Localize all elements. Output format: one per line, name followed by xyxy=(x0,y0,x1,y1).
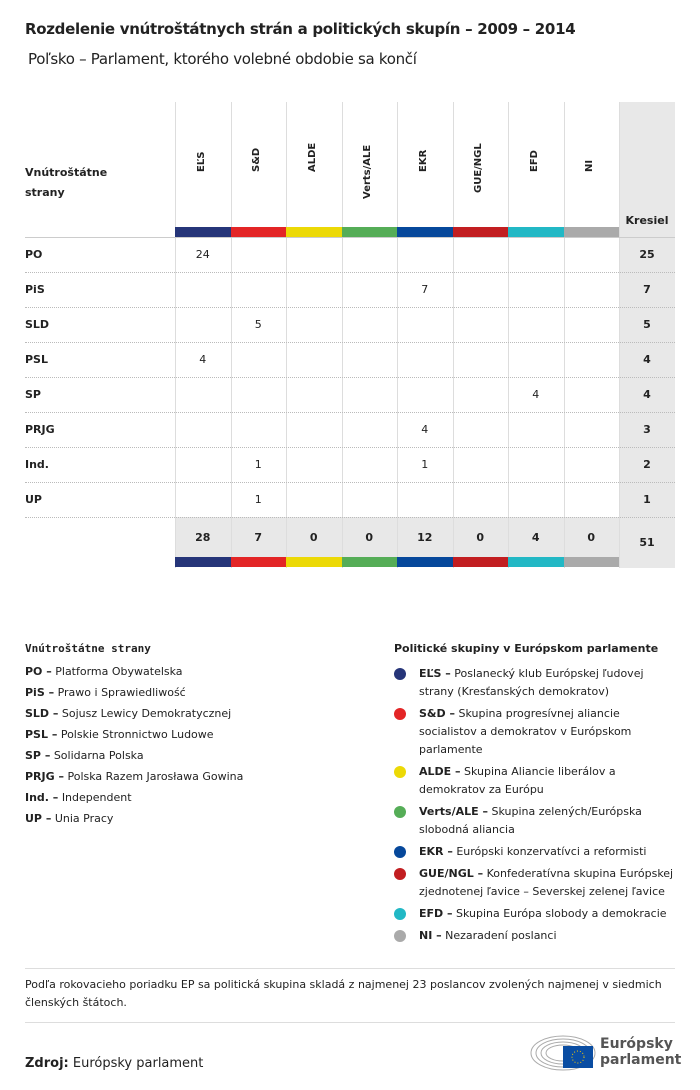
total-header: Kresiel xyxy=(625,214,669,227)
chart-subtitle: Poľsko – Parlament, ktorého volebné obdobie sa končí xyxy=(28,50,417,68)
group-color-dot-icon xyxy=(394,846,406,858)
party-abbr: SLD – xyxy=(25,707,59,720)
group-abbr: S&D – xyxy=(419,707,455,720)
party-legend-item xyxy=(25,707,355,720)
group-name: Skupina Európa slobody a demokracie xyxy=(456,907,667,920)
group-color-bar xyxy=(453,557,509,567)
party-name: Polska Razem Jarosława Gowina xyxy=(67,770,244,783)
party-legend-item xyxy=(25,665,355,678)
group-name: Skupina progresívnej aliancie socialistov a demokratov v Európskom parlamente xyxy=(419,707,632,756)
column-divider xyxy=(564,102,565,568)
seat-count: 1 xyxy=(254,493,262,506)
group-abbr: EFD – xyxy=(419,907,453,920)
group-abbr: ALDE – xyxy=(419,765,461,778)
group-legend-item xyxy=(394,665,679,701)
party-legend-item xyxy=(25,812,355,825)
group-color-bar xyxy=(286,227,342,237)
row-label: SLD xyxy=(25,318,50,331)
column-header-5: GUE/NGL xyxy=(473,143,485,193)
group-color-bar xyxy=(231,557,287,567)
column-header-6: EFD xyxy=(528,150,540,172)
group-color-bar xyxy=(286,557,342,567)
row-divider xyxy=(25,482,675,483)
column-divider xyxy=(508,102,509,568)
group-abbr: EKR – xyxy=(419,845,453,858)
party-legend-item xyxy=(25,770,355,783)
row-total: 4 xyxy=(643,388,651,401)
party-abbr: SP – xyxy=(25,749,51,762)
party-legend-item xyxy=(25,749,355,762)
seat-count: 1 xyxy=(254,458,262,471)
group-color-bar xyxy=(231,227,287,237)
row-label: UP xyxy=(25,493,42,506)
column-divider xyxy=(286,102,287,568)
column-header-0: EĽS xyxy=(195,151,207,172)
row-header: Vnútroštátne strany xyxy=(25,166,108,199)
group-legend-heading: Politické skupiny v Európskom parlamente xyxy=(394,642,659,655)
row-divider xyxy=(25,517,675,518)
row-divider xyxy=(25,447,675,448)
party-name: Sojusz Lewicy Demokratycznej xyxy=(61,707,232,720)
party-name: Prawo i Sprawiedliwość xyxy=(57,686,186,699)
column-total: 0 xyxy=(476,530,485,544)
seat-count: 24 xyxy=(195,248,210,261)
row-label: Ind. xyxy=(25,458,49,471)
row-label: PO xyxy=(25,248,43,261)
party-abbr: Ind. – xyxy=(25,791,59,804)
group-color-dot-icon xyxy=(394,806,406,818)
group-color-bar xyxy=(342,227,398,237)
group-legend-item xyxy=(394,705,679,759)
party-legend-item xyxy=(25,728,355,741)
column-divider xyxy=(453,102,454,568)
row-total: 5 xyxy=(643,318,651,331)
column-total: 7 xyxy=(254,530,263,544)
group-color-dot-icon xyxy=(394,930,406,942)
column-header-4: EKR xyxy=(417,149,429,172)
group-name: Nezaradení poslanci xyxy=(445,929,557,942)
party-name: Solidarna Polska xyxy=(53,749,144,762)
party-legend-item xyxy=(25,791,355,804)
group-color-bar xyxy=(564,227,620,237)
row-total: 4 xyxy=(643,353,651,366)
column-divider xyxy=(397,102,398,568)
row-divider xyxy=(25,237,675,238)
party-legend-heading: Vnútroštátne strany xyxy=(25,642,151,655)
column-header-3: Verts/ALE xyxy=(362,144,374,199)
group-color-bar xyxy=(397,557,453,567)
column-header-1: S&D xyxy=(251,147,263,172)
row-total: 2 xyxy=(643,458,651,471)
group-color-bar xyxy=(175,227,231,237)
row-total: 7 xyxy=(643,283,651,296)
source xyxy=(25,1056,203,1071)
party-name: Polskie Stronnictwo Ludowe xyxy=(60,728,214,741)
group-abbr: GUE/NGL – xyxy=(419,867,484,880)
footnote: Podľa rokovacieho poriadku EP sa politická skupina skladá z najmenej 23 poslancov zvolených najmenej v siedmich členských štátoch. xyxy=(25,978,662,1009)
column-divider xyxy=(175,102,176,568)
row-total: 1 xyxy=(643,493,651,506)
seat-count: 4 xyxy=(199,353,207,366)
column-total: 0 xyxy=(587,530,596,544)
grand-total: 51 xyxy=(639,535,655,549)
seat-count: 1 xyxy=(421,458,429,471)
party-abbr: UP – xyxy=(25,812,52,825)
row-divider xyxy=(25,272,675,273)
group-name: Európski konzervatívci a reformisti xyxy=(456,845,647,858)
row-divider xyxy=(25,307,675,308)
party-name: Independent xyxy=(61,791,132,804)
column-total: 12 xyxy=(417,530,433,544)
row-label: PiS xyxy=(25,283,45,296)
group-abbr: Verts/ALE – xyxy=(419,805,488,818)
group-color-dot-icon xyxy=(394,766,406,778)
seat-count: 4 xyxy=(421,423,429,436)
divider xyxy=(25,1022,675,1023)
group-color-dot-icon xyxy=(394,668,406,680)
group-color-dot-icon xyxy=(394,708,406,720)
group-legend-item xyxy=(394,763,679,799)
seat-count: 4 xyxy=(532,388,540,401)
group-color-bar xyxy=(397,227,453,237)
logo-text: Európsky parlament xyxy=(600,1036,682,1068)
group-color-bar xyxy=(508,557,564,567)
group-color-dot-icon xyxy=(394,908,406,920)
source-label: Zdroj: xyxy=(25,1056,69,1071)
row-divider xyxy=(25,342,675,343)
row-label: SP xyxy=(25,388,41,401)
row-total: 25 xyxy=(639,248,655,261)
seat-count: 7 xyxy=(421,283,429,296)
group-legend-item xyxy=(394,865,679,901)
group-legend xyxy=(394,642,679,949)
group-name: Skupina Aliancie liberálov a demokratov za Európu xyxy=(419,765,616,796)
group-color-bar xyxy=(453,227,509,237)
row-label: PSL xyxy=(25,353,48,366)
party-legend-item xyxy=(25,686,355,699)
seat-count: 5 xyxy=(254,318,262,331)
group-color-bar xyxy=(342,557,398,567)
row-divider xyxy=(25,412,675,413)
group-abbr: NI – xyxy=(419,929,442,942)
column-total: 28 xyxy=(195,530,211,544)
chart-title: Rozdelenie vnútroštátnych strán a politických skupín – 2009 – 2014 xyxy=(25,20,576,38)
column-total: 4 xyxy=(531,530,540,544)
group-legend-item xyxy=(394,927,679,945)
group-color-dot-icon xyxy=(394,868,406,880)
row-total: 3 xyxy=(643,423,651,436)
group-color-bar xyxy=(175,557,231,567)
source-value: Európsky parlament xyxy=(72,1056,204,1071)
divider xyxy=(25,968,675,969)
party-abbr: PRJG – xyxy=(25,770,64,783)
group-name: Poslanecký klub Európskej ľudovej strany (Kresťanských demokratov) xyxy=(419,667,644,698)
column-header-2: ALDE xyxy=(306,142,318,172)
row-label: PRJG xyxy=(25,423,55,436)
party-name: Platforma Obywatelska xyxy=(55,665,183,678)
group-legend-item xyxy=(394,843,679,861)
party-name: Unia Pracy xyxy=(54,812,114,825)
group-legend-item xyxy=(394,803,679,839)
group-name: Konfederatívna skupina Európskej zjednotenej ľavice – Severskej zelenej ľavice xyxy=(419,867,674,898)
group-color-bar xyxy=(508,227,564,237)
column-total: 0 xyxy=(365,530,374,544)
group-color-bar xyxy=(564,557,620,567)
row-divider xyxy=(25,377,675,378)
group-abbr: EĽS – xyxy=(419,667,451,680)
group-name: Skupina zelených/Európska slobodná aliancia xyxy=(419,805,642,836)
column-header-7: NI xyxy=(584,159,596,172)
group-legend-item xyxy=(394,905,679,923)
party-abbr: PiS – xyxy=(25,686,55,699)
party-abbr: PO – xyxy=(25,665,52,678)
party-legend xyxy=(25,642,355,833)
party-abbr: PSL – xyxy=(25,728,58,741)
column-divider xyxy=(342,102,343,568)
column-total: 0 xyxy=(309,530,318,544)
